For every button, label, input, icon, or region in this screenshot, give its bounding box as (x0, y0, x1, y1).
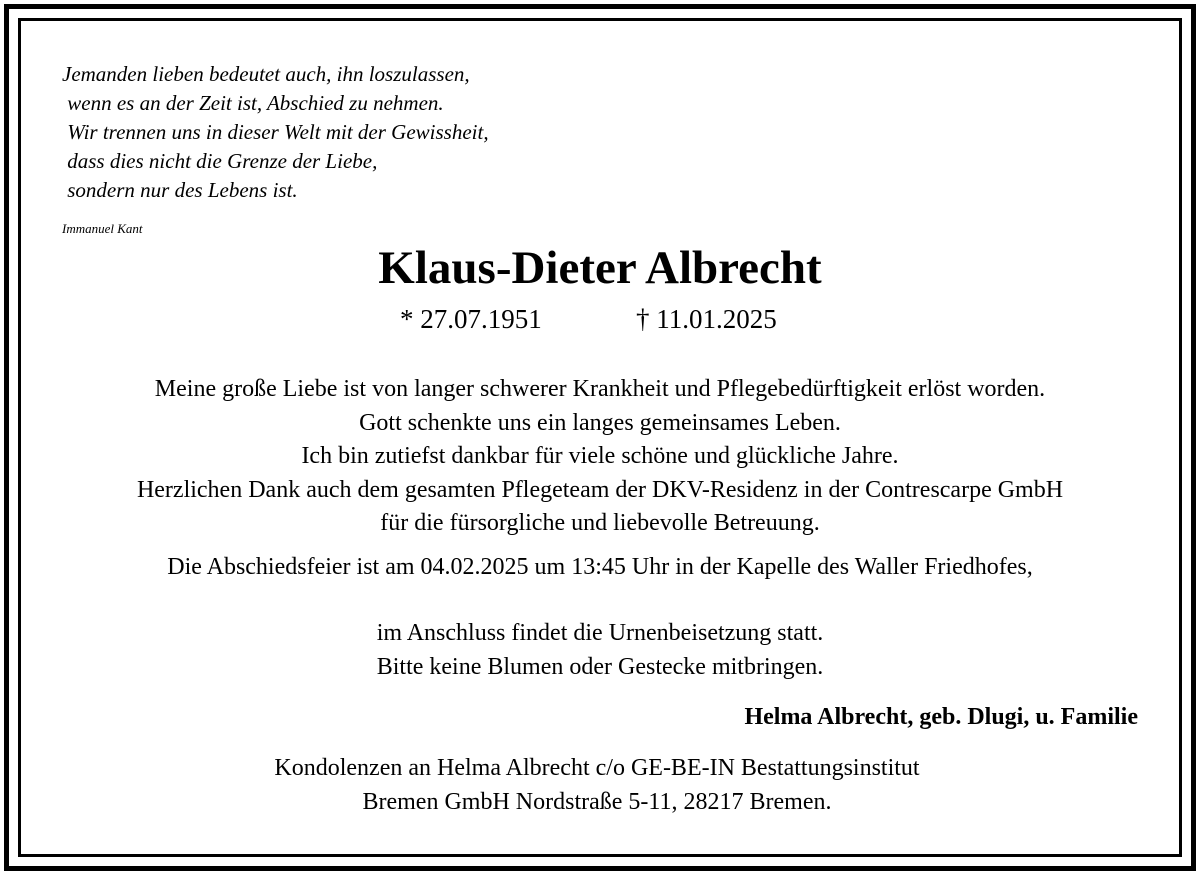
message-block (0, 373, 1200, 541)
death-date: † 11.01.2025 (636, 304, 777, 334)
condolence-line: Bremen GmbH Nordstraße 5-11, 28217 Bremen. (362, 788, 832, 815)
quote-author: Immanuel Kant (62, 221, 143, 236)
burial-line: Bitte keine Blumen oder Gestecke mitbringen. (376, 653, 824, 680)
message-line: Meine große Liebe ist von langer schwerer Krankheit und Pflegebedürftigkeit erlöst worden. (154, 376, 1046, 402)
quote-line: Wir trennen uns in dieser Welt mit der Gewissheit, (62, 120, 489, 144)
ceremony-info: Die Abschiedsfeier ist am 04.02.2025 um 13:45 Uhr in der Kapelle des Waller Friedhofes, (167, 554, 1033, 580)
burial-block (0, 617, 1200, 684)
message-line: für die fürsorgliche und liebevolle Betreuung. (380, 510, 820, 536)
quote-block (62, 60, 489, 205)
message-line: Herzlichen Dank auch dem gesamten Pflegeteam der DKV-Residenz in der Contrescarpe GmbH (136, 476, 1064, 503)
quote-line: Jemanden lieben bedeutet auch, ihn loszulassen, (62, 62, 470, 86)
quote-line: sondern nur des Lebens ist. (62, 178, 298, 202)
birth-date: * 27.07.1951 (400, 304, 542, 334)
quote-line: wenn es an der Zeit ist, Abschied zu nehmen. (62, 91, 444, 115)
condolence-line: Kondolenzen an Helma Albrecht c/o GE-BE-IN Bestattungsinstitut (274, 755, 920, 781)
message-line: Gott schenkte uns ein langes gemeinsames Leben. (359, 409, 841, 436)
message-line: Ich bin zutiefst dankbar für viele schöne und glückliche Jahre. (301, 443, 899, 469)
quote-line: dass dies nicht die Grenze der Liebe, (62, 149, 378, 173)
signature: Helma Albrecht, geb. Dlugi, u. Familie (744, 704, 1138, 730)
condolence-block (0, 752, 1197, 819)
burial-line: im Anschluss findet die Urnenbeisetzung statt. (376, 620, 824, 646)
deceased-name: Klaus-Dieter Albrecht (378, 242, 822, 294)
